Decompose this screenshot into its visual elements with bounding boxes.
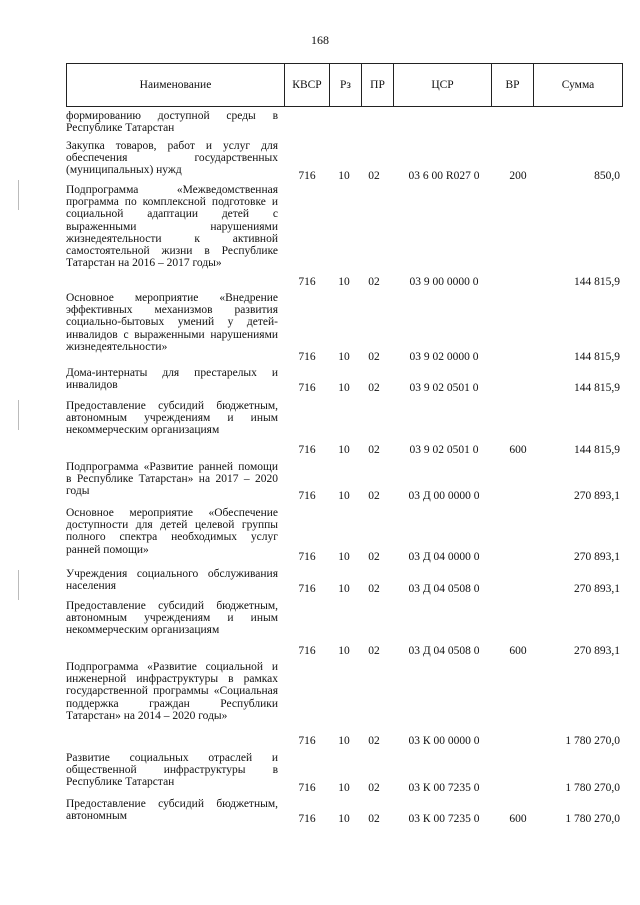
row-kvsr: 716 xyxy=(298,782,316,794)
row-pr: 02 xyxy=(368,170,380,182)
header-vr: ВР xyxy=(492,64,534,107)
margin-mark xyxy=(18,570,19,600)
row-kvsr: 716 xyxy=(298,813,316,825)
row-csr: 03 9 02 0501 0 xyxy=(409,382,479,394)
row-rz: 10 xyxy=(338,551,350,563)
row-sum: 270 893,1 xyxy=(574,551,620,563)
row-rz: 10 xyxy=(338,444,350,456)
row-csr: 03 К 00 7235 0 xyxy=(408,782,480,794)
row-rz: 10 xyxy=(338,645,350,657)
row-kvsr: 716 xyxy=(298,490,316,502)
header-name: Наименование xyxy=(67,64,285,107)
row-kvsr: 716 xyxy=(298,382,316,394)
row-pr: 02 xyxy=(368,444,380,456)
row-rz: 10 xyxy=(338,351,350,363)
row-csr: 03 К 00 0000 0 xyxy=(408,735,480,747)
row-rz: 10 xyxy=(338,735,350,747)
row-name: Подпрограмма «Развитие социальной и инженерной инфраструктуры в рамках государственной программы «Социальная поддержка граждан Республики Татарстан» на 2014 – 2020 годы» xyxy=(66,661,278,722)
row-name: Основное мероприятие «Обеспечение доступности для детей целевой группы полного спектра необходимых услуг ранней помощи» xyxy=(66,507,278,556)
row-name: Подпрограмма «Межведомственная программа по комплексной подготовке и социальной адаптации детей с выраженными нарушениями жизнедеятельности к активной самостоятельной жизни в Республике Татарстан на 2016 – 2017 годы» xyxy=(66,184,278,270)
row-sum: 1 780 270,0 xyxy=(565,782,620,794)
header-csr: ЦСР xyxy=(394,64,492,107)
row-sum: 144 815,9 xyxy=(574,276,620,288)
row-csr: 03 К 00 7235 0 xyxy=(408,813,480,825)
row-rz: 10 xyxy=(338,813,350,825)
row-vr: 200 xyxy=(509,170,527,182)
row-sum: 270 893,1 xyxy=(574,583,620,595)
row-sum: 270 893,1 xyxy=(574,645,620,657)
row-name: Предоставление субсидий бюджетным, автономным xyxy=(66,798,278,823)
row-csr: 03 6 00 R027 0 xyxy=(408,170,480,182)
row-kvsr: 716 xyxy=(298,551,316,563)
row-pr: 02 xyxy=(368,490,380,502)
row-name: Основное мероприятие «Внедрение эффективных механизмов развития социально-бытовых умений у детей-инвалидов с выраженными нарушениями жизнедеятельности» xyxy=(66,292,278,353)
row-kvsr: 716 xyxy=(298,583,316,595)
row-kvsr: 716 xyxy=(298,276,316,288)
header-sum: Сумма xyxy=(534,64,623,107)
row-pr: 02 xyxy=(368,735,380,747)
row-kvsr: 716 xyxy=(298,645,316,657)
row-pr: 02 xyxy=(368,351,380,363)
row-csr: 03 Д 04 0508 0 xyxy=(408,583,480,595)
table-header xyxy=(66,63,623,107)
header-pr: ПР xyxy=(362,64,394,107)
row-rz: 10 xyxy=(338,782,350,794)
row-kvsr: 716 xyxy=(298,170,316,182)
margin-mark xyxy=(18,400,19,430)
header-rz: Рз xyxy=(330,64,362,107)
row-vr: 600 xyxy=(509,813,527,825)
row-rz: 10 xyxy=(338,276,350,288)
row-csr: 03 Д 04 0508 0 xyxy=(408,645,480,657)
row-pr: 02 xyxy=(368,382,380,394)
row-sum: 144 815,9 xyxy=(574,382,620,394)
row-vr: 600 xyxy=(509,645,527,657)
row-csr: 03 Д 04 0000 0 xyxy=(408,551,480,563)
row-sum: 144 815,9 xyxy=(574,444,620,456)
row-pr: 02 xyxy=(368,551,380,563)
row-csr: 03 9 02 0000 0 xyxy=(409,351,479,363)
row-kvsr: 716 xyxy=(298,735,316,747)
row-pr: 02 xyxy=(368,645,380,657)
row-sum: 270 893,1 xyxy=(574,490,620,502)
row-csr: 03 9 02 0501 0 xyxy=(409,444,479,456)
row-rz: 10 xyxy=(338,382,350,394)
row-name: Развитие социальных отраслей и общественной инфраструктуры в Республике Татарстан xyxy=(66,752,278,789)
header-kvsr: КВСР xyxy=(285,64,330,107)
page-number: 168 xyxy=(311,33,329,47)
row-name: Закупка товаров, работ и услуг для обеспечения государственных (муниципальных) нужд xyxy=(66,140,278,177)
row-rz: 10 xyxy=(338,490,350,502)
row-kvsr: 716 xyxy=(298,351,316,363)
row-name: Подпрограмма «Развитие ранней помощи в Республике Татарстан» на 2017 – 2020 годы xyxy=(66,461,278,498)
margin-mark xyxy=(18,180,19,210)
row-rz: 10 xyxy=(338,583,350,595)
row-name: формированию доступной среды в Республике Татарстан xyxy=(66,110,278,135)
row-vr: 600 xyxy=(509,444,527,456)
row-sum: 1 780 270,0 xyxy=(565,813,620,825)
row-pr: 02 xyxy=(368,782,380,794)
row-name: Предоставление субсидий бюджетным, автономным учреждениям и иным некоммерческим организациям xyxy=(66,600,278,637)
row-name: Предоставление субсидий бюджетным, автономным учреждениям и иным некоммерческим организациям xyxy=(66,400,278,437)
row-name: Учреждения социального обслуживания населения xyxy=(66,568,278,593)
row-kvsr: 716 xyxy=(298,444,316,456)
row-pr: 02 xyxy=(368,583,380,595)
row-name: Дома-интернаты для престарелых и инвалидов xyxy=(66,367,278,392)
row-csr: 03 9 00 0000 0 xyxy=(409,276,479,288)
row-sum: 144 815,9 xyxy=(574,351,620,363)
row-sum: 1 780 270,0 xyxy=(565,735,620,747)
row-pr: 02 xyxy=(368,276,380,288)
row-sum: 850,0 xyxy=(594,170,620,182)
row-rz: 10 xyxy=(338,170,350,182)
row-pr: 02 xyxy=(368,813,380,825)
row-csr: 03 Д 00 0000 0 xyxy=(408,490,480,502)
